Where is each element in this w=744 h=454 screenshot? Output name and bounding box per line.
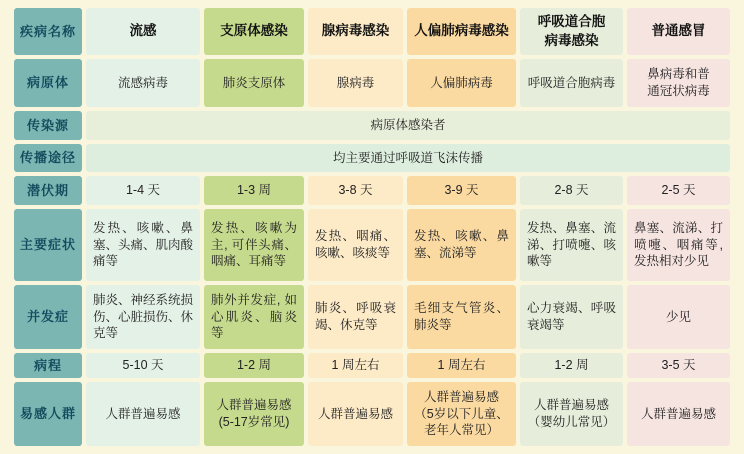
column-header-mycoplasma: 支原体感染 xyxy=(204,8,304,55)
column-header-common-cold: 普通感冒 xyxy=(627,8,730,55)
cell-text: 发热、咳嗽、鼻塞、流涕等 xyxy=(414,229,509,260)
cell-text: 发热、鼻塞、流涕、打喷嚏、咳嗽等 xyxy=(527,220,616,269)
row-header-complications: 并发症 xyxy=(14,285,82,349)
row-header-disease-name: 疾病名称 xyxy=(14,8,82,55)
cell-flu-incubation: 1-4 天 xyxy=(86,176,200,205)
column-header-hmpv: 人偏肺病毒感染 xyxy=(407,8,516,55)
cell-text: 肺炎、呼吸衰竭、休克等 xyxy=(315,301,396,332)
cell-flu-symptoms xyxy=(86,209,200,281)
cell-adenovirus-complications xyxy=(308,285,403,349)
cell-cold-complications: 少见 xyxy=(627,285,730,349)
cell-rsv-symptoms xyxy=(520,209,623,281)
column-header-flu: 流感 xyxy=(86,8,200,55)
cell-text: 发热、咳嗽、鼻塞、头痛、肌肉酸痛等 xyxy=(93,220,194,269)
cell-cold-course: 3-5 天 xyxy=(627,353,730,378)
cell-text: 毛细支气管炎、肺炎等 xyxy=(414,301,509,332)
row-header-incubation: 潜伏期 xyxy=(14,176,82,205)
cell-text: 心力衰竭、呼吸衰竭等 xyxy=(527,301,616,332)
cell-hmpv-incubation: 3-9 天 xyxy=(407,176,516,205)
cell-mycoplasma-course: 1-2 周 xyxy=(204,353,304,378)
cell-hmpv-course: 1 周左右 xyxy=(407,353,516,378)
cell-mycoplasma-incubation: 1-3 周 xyxy=(204,176,304,205)
cell-rsv-incubation: 2-8 天 xyxy=(520,176,623,205)
cell-rsv-complications xyxy=(520,285,623,349)
cell-adenovirus-incubation: 3-8 天 xyxy=(308,176,403,205)
cell-text: 肺炎、神经系统损伤、心脏损伤、休克等 xyxy=(93,292,194,341)
row-header-pathogen: 病原体 xyxy=(14,59,82,107)
row-header-susceptible: 易感人群 xyxy=(14,382,82,446)
column-header-rsv: 呼吸道合胞病毒感染 xyxy=(520,8,623,55)
cell-cold-susceptible: 人群普遍易感 xyxy=(627,382,730,446)
cell-rsv-susceptible: 人群普遍易感（婴幼儿常见） xyxy=(520,382,623,446)
cell-hmpv-pathogen: 人偏肺病毒 xyxy=(407,59,516,107)
cell-rsv-course: 1-2 周 xyxy=(520,353,623,378)
row-header-transmission-route: 传播途径 xyxy=(14,144,82,172)
cell-adenovirus-pathogen: 腺病毒 xyxy=(308,59,403,107)
cell-flu-complications xyxy=(86,285,200,349)
cell-adenovirus-susceptible: 人群普遍易感 xyxy=(308,382,403,446)
cell-flu-course: 5-10 天 xyxy=(86,353,200,378)
cell-text: 发热、咳嗽为主, 可伴头痛、咽痛、耳痛等 xyxy=(211,220,297,269)
row-header-infection-source: 传染源 xyxy=(14,111,82,140)
cell-text: 发热、咽痛、咳嗽、咳痰等 xyxy=(315,229,396,260)
row-header-course: 病程 xyxy=(14,353,82,378)
row-header-symptoms: 主要症状 xyxy=(14,209,82,281)
cell-text: 鼻塞、流涕、打喷嚏、咽痛等, 发热相对少见 xyxy=(634,220,723,269)
cell-hmpv-complications xyxy=(407,285,516,349)
cell-cold-pathogen: 鼻病毒和普通冠状病毒 xyxy=(627,59,730,107)
cell-cold-incubation: 2-5 天 xyxy=(627,176,730,205)
cell-mycoplasma-symptoms xyxy=(204,209,304,281)
cell-cold-symptoms xyxy=(627,209,730,281)
cell-shared-transmission-route: 均主要通过呼吸道飞沫传播 xyxy=(86,144,730,172)
cell-text: 肺外并发症, 如心肌炎、脑炎等 xyxy=(211,292,297,341)
cell-flu-pathogen: 流感病毒 xyxy=(86,59,200,107)
cell-flu-susceptible: 人群普遍易感 xyxy=(86,382,200,446)
cell-adenovirus-symptoms xyxy=(308,209,403,281)
column-header-adenovirus: 腺病毒感染 xyxy=(308,8,403,55)
cell-mycoplasma-susceptible: 人群普遍易感 (5-17岁常见) xyxy=(204,382,304,446)
cell-hmpv-susceptible: 人群普遍易感（5岁以下儿童、老年人常见） xyxy=(407,382,516,446)
cell-rsv-pathogen: 呼吸道合胞病毒 xyxy=(520,59,623,107)
cell-shared-infection-source: 病原体感染者 xyxy=(86,111,730,140)
cell-mycoplasma-pathogen: 肺炎支原体 xyxy=(204,59,304,107)
cell-mycoplasma-complications xyxy=(204,285,304,349)
cell-adenovirus-course: 1 周左右 xyxy=(308,353,403,378)
cell-hmpv-symptoms xyxy=(407,209,516,281)
